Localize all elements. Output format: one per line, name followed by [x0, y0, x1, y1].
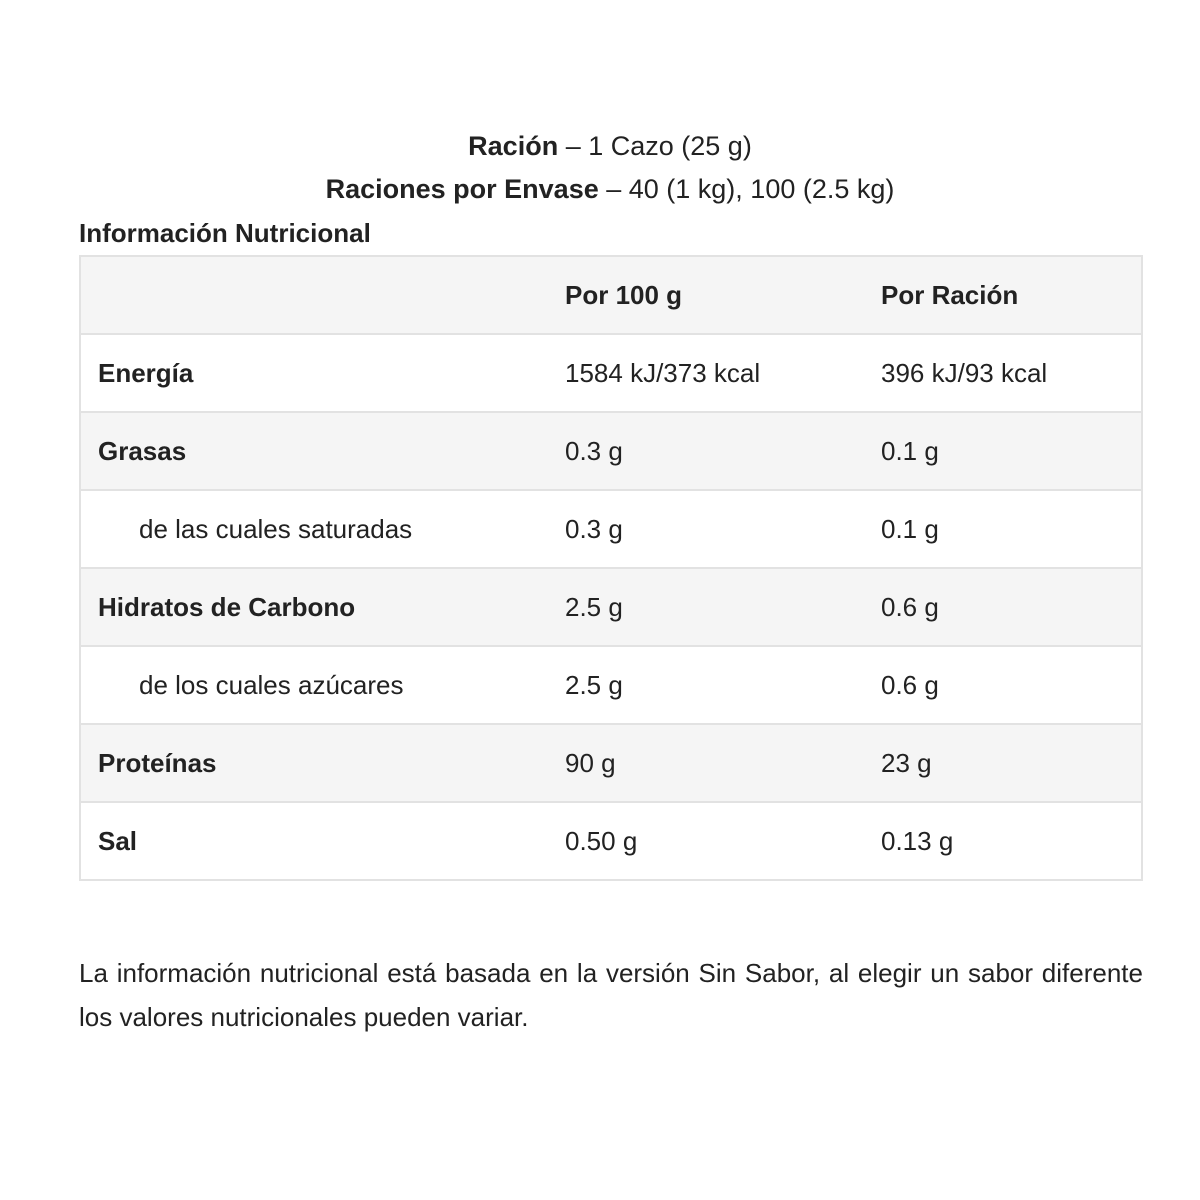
section-title: Información Nutricional	[79, 218, 371, 248]
table-row	[80, 802, 1142, 880]
header-nutrient	[80, 256, 547, 334]
value-per-100g: 2.5 g	[547, 568, 863, 646]
nutrient-name: Proteínas	[80, 724, 547, 802]
table-row	[80, 490, 1142, 568]
value-per-100g: 2.5 g	[547, 646, 863, 724]
value-per-100g: 90 g	[547, 724, 863, 802]
serving-size-line	[10, 128, 1200, 164]
nutrient-name: Energía	[80, 334, 547, 412]
value-per-serving: 0.6 g	[863, 646, 1142, 724]
servings-per-container-label: Raciones por Envase	[325, 174, 599, 204]
nutrition-table	[79, 255, 1143, 881]
table-row	[80, 646, 1142, 724]
serving-size-label: Ración	[468, 131, 559, 161]
serving-size-value: – 1 Cazo (25 g)	[558, 131, 752, 161]
header-per-100g: Por 100 g	[547, 256, 863, 334]
header-per-serving: Por Ración	[863, 256, 1142, 334]
nutrient-name: de los cuales azúcares	[80, 646, 547, 724]
value-per-100g: 0.3 g	[547, 412, 863, 490]
servings-per-container-value: – 40 (1 kg), 100 (2.5 kg)	[598, 174, 895, 204]
value-per-serving: 0.6 g	[863, 568, 1142, 646]
value-per-serving: 0.1 g	[863, 490, 1142, 568]
nutrient-name: Grasas	[80, 412, 547, 490]
nutrition-disclaimer: La información nutricional está basada en la versión Sin Sabor, al elegir un sabor diferente los valores nutricionales pueden variar.	[79, 958, 1143, 1032]
table-row	[80, 724, 1142, 802]
value-per-100g: 0.3 g	[547, 490, 863, 568]
nutrient-name: Hidratos de Carbono	[80, 568, 547, 646]
nutrient-name: de las cuales saturadas	[80, 490, 547, 568]
value-per-serving: 396 kJ/93 kcal	[863, 334, 1142, 412]
table-row	[80, 334, 1142, 412]
table-header-row	[80, 256, 1142, 334]
value-per-serving: 23 g	[863, 724, 1142, 802]
value-per-100g: 0.50 g	[547, 802, 863, 880]
table-row	[80, 568, 1142, 646]
nutrient-name: Sal	[80, 802, 547, 880]
table-row	[80, 412, 1142, 490]
value-per-serving: 0.1 g	[863, 412, 1142, 490]
value-per-serving: 0.13 g	[863, 802, 1142, 880]
servings-per-container-line	[10, 171, 1200, 207]
value-per-100g: 1584 kJ/373 kcal	[547, 334, 863, 412]
